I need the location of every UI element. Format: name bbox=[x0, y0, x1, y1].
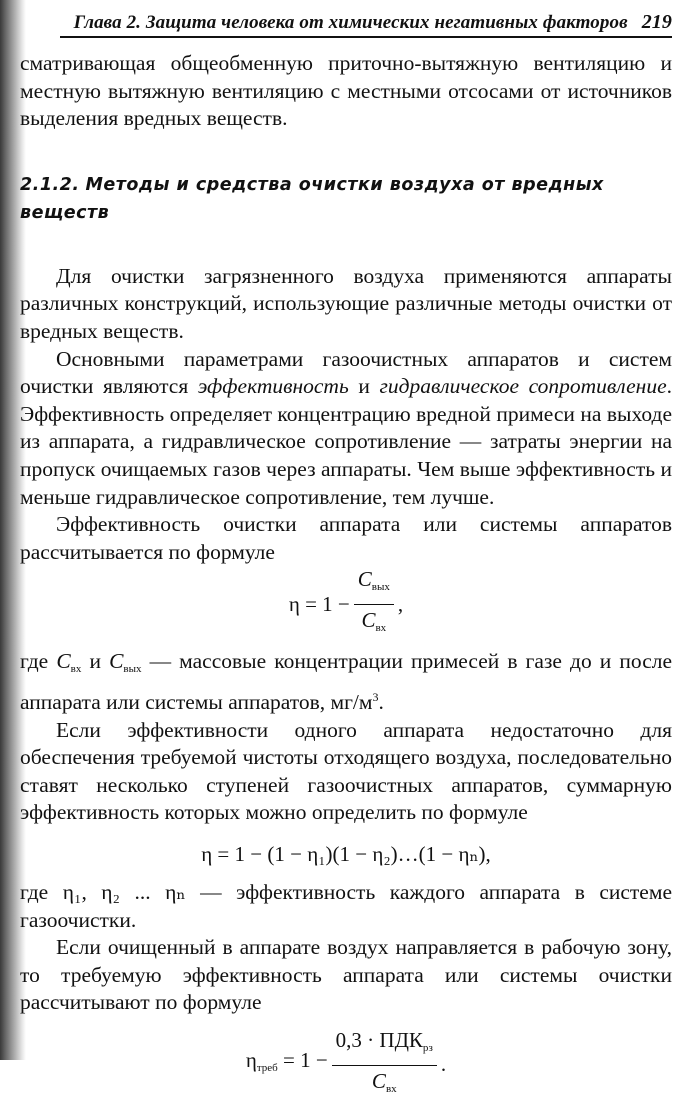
formula-1-denominator bbox=[361, 605, 386, 643]
formula-3-fraction bbox=[332, 1027, 437, 1103]
formula-1-numerator bbox=[354, 566, 394, 605]
formula-3-den-subscript: вх bbox=[385, 1082, 397, 1095]
page-body bbox=[20, 50, 672, 1105]
formula-total-efficiency bbox=[20, 835, 672, 875]
formula-3-num-subscript: рз bbox=[422, 1041, 433, 1054]
symbol-c-in: C bbox=[56, 649, 71, 674]
paragraph-4-text-c: — массовые концентрации примесей в газе до и после аппарата или системы аппаратов, мг/м bbox=[20, 649, 673, 715]
paragraph-intro: сматривающая общеобменную приточно-вытяжную вентиляцию и местную вытяжную вентиляцию с местными отсосами от источников выделения вредных веществ. bbox=[20, 51, 672, 131]
paragraph-3: Эффективность очистки аппарата или системы аппаратов рассчитывается по формуле bbox=[20, 512, 672, 564]
formula-1-num-subscript: вых bbox=[371, 581, 390, 594]
formula-3-num-text: 0,3 · ПДК bbox=[335, 1027, 423, 1052]
paragraph-2 bbox=[20, 346, 672, 512]
formula-2: η = 1 − (1 − η₁)(1 − η₂)…(1 − ηₙ), bbox=[201, 842, 491, 867]
paragraph-1: Для очистки загрязненного воздуха применяются аппараты различных конструкций, использующие различные методы очистки от вредных веществ. bbox=[20, 263, 672, 343]
term-efficiency: эффективность bbox=[197, 374, 349, 399]
paragraph-4-text-d: . bbox=[378, 690, 384, 715]
formula-1-num-symbol: C bbox=[357, 567, 372, 592]
paragraph-2-text-c: . Эффективность определяет концентрацию вредной примеси на выходе из аппарата, а гидравлическое сопротивление — затраты энергии на пропуск очищаемых газов через аппараты. Чем выше эффективность и меньше гидравлическое сопротивление, тем лучше. bbox=[20, 374, 672, 509]
unit-superscript: 3 bbox=[372, 689, 379, 704]
formula-1-tail: , bbox=[397, 591, 404, 616]
formula-3-tail: . bbox=[440, 1052, 447, 1077]
formula-3-denominator bbox=[372, 1066, 397, 1104]
book-page bbox=[20, 0, 673, 1095]
formula-3-eta: η bbox=[245, 1048, 257, 1073]
paragraph-5: Если эффективности одного аппарата недостаточно для обеспечения требуемой чистоты отходящего воздуха, последовательно ставят несколько ступеней газоочистных аппаратов, суммарную эффективность которых можно определить по формуле bbox=[20, 717, 672, 825]
paragraph-4-text-a: где bbox=[20, 649, 57, 674]
symbol-c-in-subscript: вх bbox=[70, 663, 82, 676]
formula-1-den-subscript: вх bbox=[375, 621, 387, 634]
paragraph-4 bbox=[20, 648, 672, 716]
formula-1-den-symbol: C bbox=[361, 607, 376, 632]
page-number: 219 bbox=[641, 11, 672, 33]
chapter-title: Глава 2. Защита человека от химических негативных факторов bbox=[73, 12, 628, 33]
formula-1-lhs: η = 1 − bbox=[288, 591, 350, 616]
section-title: Методы и средства очистки воздуха от вредных веществ bbox=[20, 174, 604, 223]
running-header bbox=[60, 6, 672, 38]
formula-3-eta-subscript: треб bbox=[256, 1062, 278, 1075]
formula-efficiency bbox=[20, 567, 672, 634]
formula-1-fraction bbox=[354, 566, 394, 642]
paragraph-2-text-b: и bbox=[348, 374, 380, 399]
formula-3-den-symbol: C bbox=[371, 1068, 386, 1093]
section-number: 2.1.2. bbox=[20, 174, 80, 195]
paragraph-6: где η₁, η₂ ... ηₙ — эффективность каждого аппарата в системе газоочистки. bbox=[20, 880, 672, 932]
paragraph-7: Если очищенный в аппарате воздух направляется в рабочую зону, то требуемую эффективность аппарата или системы очистки рассчитывают по формуле bbox=[20, 935, 672, 1015]
formula-3-equals: = 1 − bbox=[282, 1048, 328, 1073]
symbol-c-out: C bbox=[109, 649, 124, 674]
term-hydraulic-resistance: гидравлическое сопротивление bbox=[379, 374, 667, 399]
paragraph-2-text-a: Основными параметрами газоочистных аппаратов и систем очистки являются bbox=[20, 346, 672, 399]
paragraph-4-text-b: и bbox=[81, 649, 110, 674]
formula-3-lhs bbox=[246, 1047, 328, 1083]
symbol-c-out-subscript: вых bbox=[123, 663, 142, 676]
formula-required-efficiency bbox=[20, 1027, 672, 1099]
section-heading bbox=[20, 171, 672, 227]
